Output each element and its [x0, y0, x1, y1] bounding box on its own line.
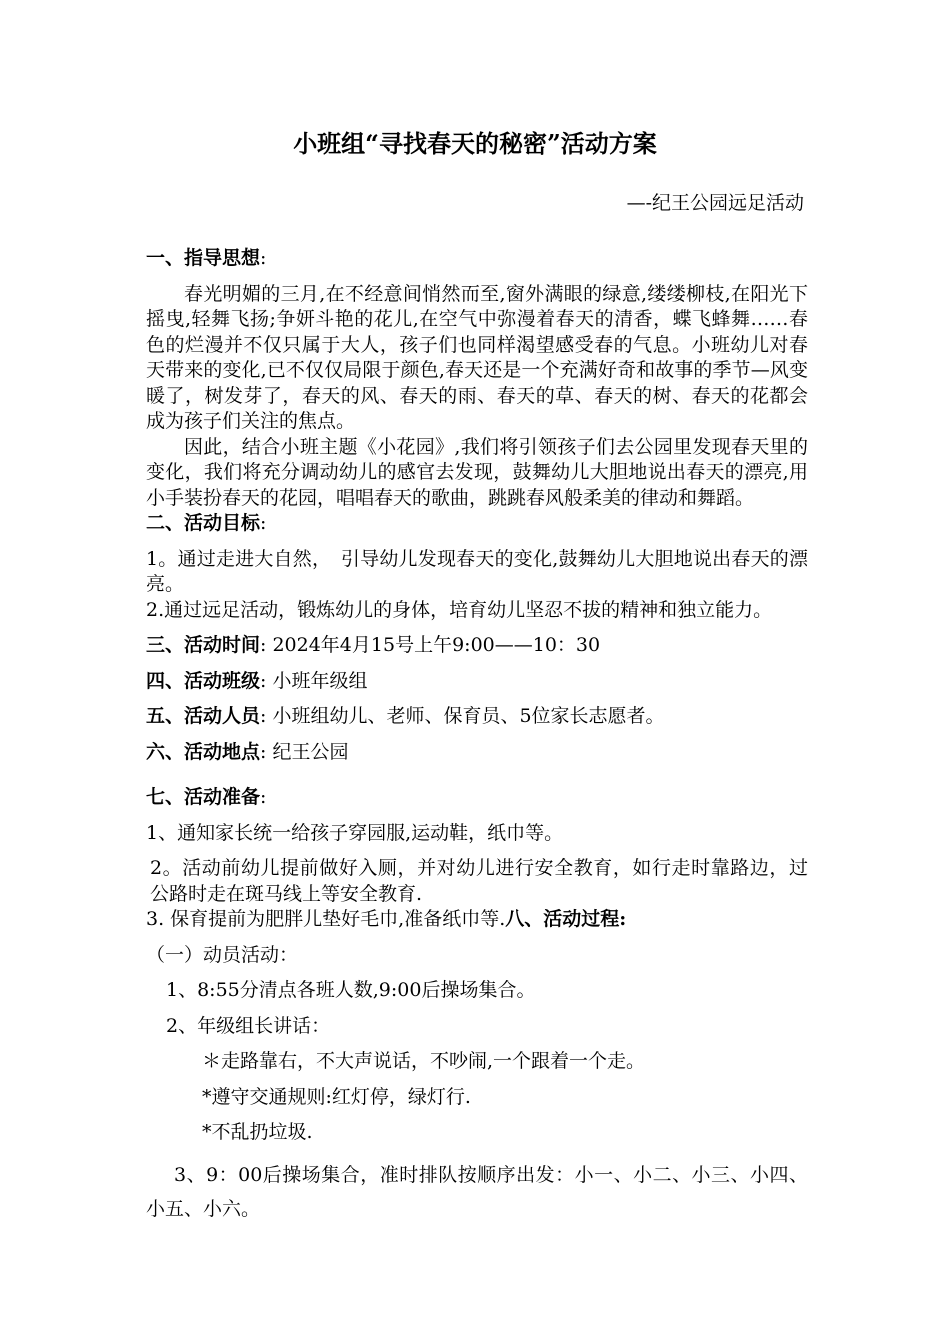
- step-item: 1、8:55分清点各班人数,9:00后操场集合。: [166, 979, 536, 1001]
- paragraph: 因此，结合小班主题《小花园》,我们将引领孩子们去公园里发现春天里的变化，我们将充分调动幼儿的感官去发现，鼓舞幼儿大胆地说出春天的漂亮,用小手装扮春天的花园，唱唱春天的歌曲，跳跳春风般柔美的律动和舞蹈。: [146, 435, 808, 509]
- heading-colon: :: [260, 247, 267, 269]
- heading-colon: :: [260, 786, 267, 808]
- info-value: : 小班组幼儿、老师、保育员、5位家长志愿者。: [260, 705, 665, 727]
- info-value: : 小班年级组: [260, 669, 368, 692]
- document-body: [146, 246, 808, 1226]
- info-label: 六、活动地点: [146, 740, 261, 763]
- document-subtitle: —-纪王公园远足活动: [626, 192, 804, 214]
- heading-text: 七、活动准备: [146, 786, 261, 808]
- section-heading-goals: [146, 511, 808, 537]
- info-label: 三、活动时间: [146, 634, 261, 656]
- heading-text: 二、活动目标: [146, 512, 261, 534]
- info-row-place: [146, 740, 808, 766]
- info-row-time: [146, 633, 808, 659]
- section-heading-guiding: [146, 246, 808, 272]
- list-item: 2。活动前幼儿提前做好入厕，并对幼儿进行安全教育，如行走时靠路边，过公路时走在斑马线上等安全教育.: [150, 857, 808, 905]
- info-label: 四、活动班级: [146, 669, 261, 692]
- heading-colon: :: [260, 512, 267, 534]
- paragraph: 春光明媚的三月,在不经意间悄然而至,窗外满眼的绿意,缕缕柳枝,在阳光下摇曳,轻舞飞扬;争妍斗艳的花儿,在空气中弥漫着春天的清香，蝶飞蜂舞……春色的烂漫并不仅只属于大人，孩子们也同样渴望感受春的气息。小班幼儿对春天带来的变化,已不仅仅局限于颜色,春天还是一个充满好奇和故事的季节—风变暖了，树发芽了，春天的风、春天的雨、春天的草、春天的树、春天的花都会成为孩子们关注的焦点。: [146, 282, 808, 432]
- info-label: 五、活动人员: [146, 705, 261, 727]
- section-heading-prep: [146, 785, 808, 811]
- info-value: : 2024年4月15号上午9:00——10：30: [260, 634, 601, 656]
- list-item: 2.通过远足活动，锻炼幼儿的身体，培育幼儿坚忍不拔的精神和独立能力。: [146, 598, 773, 621]
- step-item: 2、年级组长讲话：: [166, 1014, 331, 1037]
- rule-item: *不乱扔垃圾.: [202, 1121, 313, 1143]
- rule-item: *遵守交通规则:红灯停，绿灯行.: [202, 1085, 471, 1108]
- list-item-text: 3. 保育提前为肥胖儿垫好毛巾,准备纸巾等.: [146, 908, 506, 930]
- info-row-class: [146, 669, 808, 695]
- heading-text: 一、指导思想: [146, 247, 261, 269]
- list-item: 1、通知家长统一给孩子穿园服,运动鞋，纸巾等。: [146, 821, 564, 844]
- info-row-people: [146, 704, 808, 730]
- step-item: 3、9：00后操场集合，准时排队按顺序出发：小一、小二、小三、小四、小五、小六。: [146, 1163, 808, 1220]
- list-item: 1。通过走进大自然， 引导幼儿发现春天的变化,鼓舞幼儿大胆地说出春天的漂亮。: [146, 547, 808, 595]
- list-item: [146, 907, 808, 933]
- rule-item: ＊走路靠右，不大声说话，不吵闹,一个跟着一个走。: [202, 1050, 646, 1072]
- info-value: : 纪王公园: [260, 740, 349, 763]
- document-title: 小班组“寻找春天的秘密”活动方案: [293, 129, 657, 158]
- section-heading-process: 八、活动过程:: [505, 908, 627, 930]
- subsection-heading: （一）动员活动：: [146, 943, 299, 966]
